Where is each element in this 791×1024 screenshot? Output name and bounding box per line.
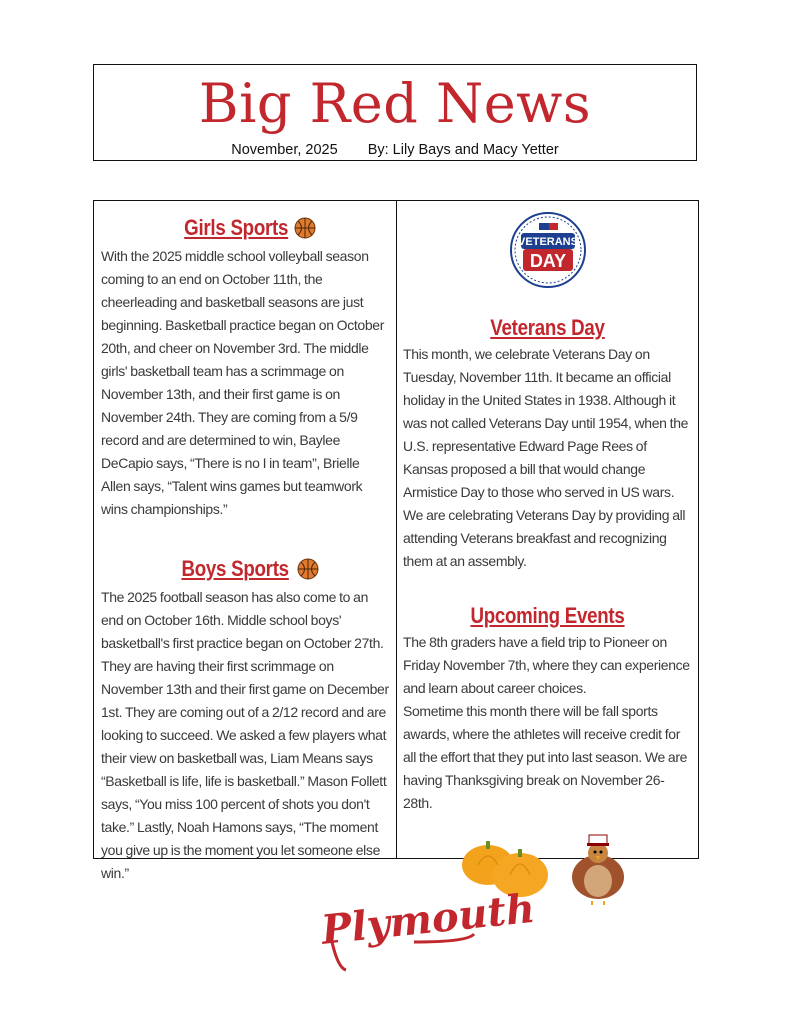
- authors: By: Lily Bays and Macy Yetter: [367, 142, 559, 158]
- right-column: [398, 201, 698, 912]
- girls-sports-heading: [101, 213, 390, 243]
- veterans-day-title: Veterans Day: [490, 315, 605, 340]
- content-box: [93, 200, 699, 881]
- veterans-day-body: This month, we celebrate Veterans Day on Tuesday, November 11th. It became an official holiday in the United States in 1938. Although it was not called Veterans Day until 1954, when the U.S. representative Edward Page Rees of Kansas proposed a bill that would change Armistice Day to those who served in US wars. We are celebrating Veterans Day by providing all attending Veterans breakfast and recognizing them at an assembly.: [403, 346, 689, 569]
- logo-text: Plymouth: [319, 884, 538, 954]
- boys-sports-heading: [101, 554, 390, 584]
- upcoming-event-1: The 8th graders have a field trip to Pioneer on Friday November 7th, where they can experience and learn about career choices.: [403, 634, 690, 696]
- girls-sports-body: With the 2025 middle school volleyball season coming to an end on October 11th, the cheerleading and basketball seasons are just beginning. Basketball practice began on October 20th, and cheer on November 3rd. The middle girls' basketball team has a scrimmage on November 13th, and their first game is on November 24th. They are coming from a 5/9 record and are determined to win, Baylee DeCapio says, “There is no I in team”, Brielle Allen says, “Talent wins games but teamwork wins championships.”: [101, 248, 385, 517]
- column-divider: [396, 201, 397, 858]
- left-column: [94, 201, 396, 885]
- badge-line1: VETERANS: [517, 236, 578, 248]
- boys-sports-body: The 2025 football season has also come to an end on October 16th. Middle school boys' basketball's first practice began on October 27th. They are having their first scrimmage on November 13th and their first game on December 1st. They are coming out of a 2/12 record and are looking to succeed. We asked a few players what their view on basketball was, Liam Means says “Basketball is life, life is basketball.” Mason Follett says, “You miss 100 percent of shots you don't take.” Lastly, Noah Hamons says, “The moment you give up is the moment you let someone else win.”: [101, 589, 389, 881]
- masthead: [93, 64, 697, 161]
- plymouth-script-logo: [318, 880, 538, 972]
- byline-row: [94, 142, 696, 158]
- veterans-day-seal-icon: [509, 211, 587, 289]
- basketball-icon: [297, 558, 319, 580]
- boys-sports-title: Boys Sports: [181, 556, 289, 581]
- plymouth-logo: [318, 880, 538, 972]
- veterans-day-badge: [403, 201, 692, 291]
- basketball-icon: [294, 217, 316, 239]
- girls-sports-title: Girls Sports: [184, 215, 289, 240]
- upcoming-event-2: Sometime this month there will be fall sports awards, where the athletes will receive credit for all the effort that they put into last season. We are having Thanksgiving break on November 26-28th.: [403, 703, 688, 811]
- newsletter-title: Big Red News: [198, 72, 592, 135]
- issue-date: November, 2025: [231, 142, 338, 158]
- upcoming-events-title: Upcoming Events: [470, 603, 625, 628]
- badge-line2: DAY: [529, 251, 566, 271]
